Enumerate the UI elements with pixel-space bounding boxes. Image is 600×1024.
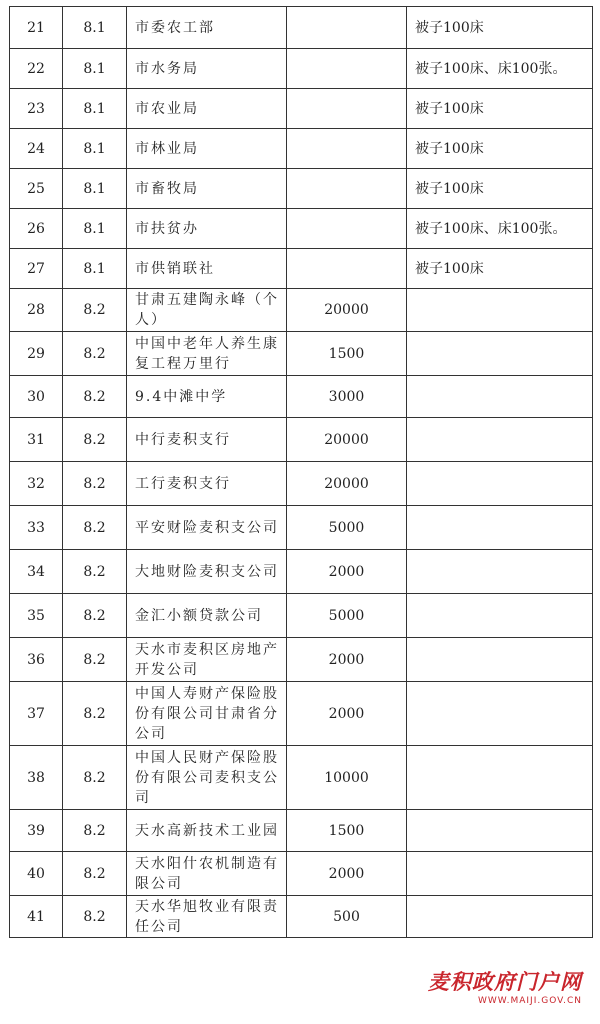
- row-number: 34: [10, 550, 63, 594]
- row-date: 8.2: [63, 550, 127, 594]
- row-unit: 甘肃五建陶永峰（个人）: [127, 289, 287, 332]
- row-number: 37: [10, 682, 63, 746]
- row-number: 24: [10, 129, 63, 169]
- row-unit: 市水务局: [127, 49, 287, 89]
- row-goods: 被子100床: [407, 7, 593, 49]
- row-number: 40: [10, 852, 63, 896]
- table-row: [10, 852, 593, 896]
- row-goods: 被子100床、床100张。: [407, 209, 593, 249]
- row-number: 36: [10, 638, 63, 682]
- row-date: 8.2: [63, 638, 127, 682]
- row-amount: 20000: [287, 289, 407, 332]
- row-amount: 5000: [287, 594, 407, 638]
- row-goods: 被子100床: [407, 169, 593, 209]
- table-row: [10, 376, 593, 418]
- row-goods: 被子100床: [407, 129, 593, 169]
- row-unit: 市畜牧局: [127, 169, 287, 209]
- row-amount: [287, 49, 407, 89]
- row-number: 26: [10, 209, 63, 249]
- row-amount: 1500: [287, 810, 407, 852]
- table-row: [10, 682, 593, 746]
- row-amount: [287, 129, 407, 169]
- row-date: 8.2: [63, 682, 127, 746]
- row-amount: 2000: [287, 852, 407, 896]
- table-row: [10, 49, 593, 89]
- row-number: 28: [10, 289, 63, 332]
- row-goods: [407, 332, 593, 376]
- row-unit: 市供销联社: [127, 249, 287, 289]
- row-unit: 中国中老年人养生康复工程万里行: [127, 332, 287, 376]
- row-unit: 天水高新技术工业园: [127, 810, 287, 852]
- row-date: 8.1: [63, 7, 127, 49]
- row-date: 8.2: [63, 462, 127, 506]
- row-unit: 大地财险麦积支公司: [127, 550, 287, 594]
- row-number: 32: [10, 462, 63, 506]
- row-date: 8.2: [63, 332, 127, 376]
- table-row: [10, 810, 593, 852]
- row-goods: [407, 682, 593, 746]
- row-goods: 被子100床: [407, 249, 593, 289]
- table-row: [10, 418, 593, 462]
- row-number: 35: [10, 594, 63, 638]
- table-row: [10, 638, 593, 682]
- table-row: [10, 169, 593, 209]
- site-logo: [428, 966, 582, 1006]
- row-unit: 中国人寿财产保险股份有限公司甘肃省分公司: [127, 682, 287, 746]
- row-unit: 市农业局: [127, 89, 287, 129]
- row-number: 33: [10, 506, 63, 550]
- row-goods: 被子100床、床100张。: [407, 49, 593, 89]
- row-number: 25: [10, 169, 63, 209]
- row-date: 8.1: [63, 49, 127, 89]
- table-row: [10, 746, 593, 810]
- row-goods: 被子100床: [407, 89, 593, 129]
- row-goods: [407, 896, 593, 938]
- row-date: 8.1: [63, 209, 127, 249]
- row-goods: [407, 594, 593, 638]
- row-amount: 20000: [287, 418, 407, 462]
- row-date: 8.1: [63, 169, 127, 209]
- row-unit: 工行麦积支行: [127, 462, 287, 506]
- row-date: 8.2: [63, 418, 127, 462]
- row-date: 8.2: [63, 594, 127, 638]
- row-date: 8.2: [63, 896, 127, 938]
- row-number: 23: [10, 89, 63, 129]
- row-unit: 9.4中滩中学: [127, 376, 287, 418]
- row-date: 8.2: [63, 506, 127, 550]
- row-amount: 2000: [287, 682, 407, 746]
- row-amount: 500: [287, 896, 407, 938]
- row-amount: 5000: [287, 506, 407, 550]
- row-goods: [407, 550, 593, 594]
- donation-table: [9, 6, 593, 938]
- row-amount: [287, 249, 407, 289]
- row-number: 39: [10, 810, 63, 852]
- row-amount: 2000: [287, 550, 407, 594]
- row-goods: [407, 638, 593, 682]
- row-number: 27: [10, 249, 63, 289]
- table-row: [10, 332, 593, 376]
- row-number: 29: [10, 332, 63, 376]
- row-unit: 金汇小额贷款公司: [127, 594, 287, 638]
- row-goods: [407, 810, 593, 852]
- row-amount: 10000: [287, 746, 407, 810]
- table-row: [10, 89, 593, 129]
- row-goods: [407, 506, 593, 550]
- row-goods: [407, 746, 593, 810]
- row-unit: 市林业局: [127, 129, 287, 169]
- row-amount: 2000: [287, 638, 407, 682]
- row-amount: [287, 89, 407, 129]
- row-amount: [287, 7, 407, 49]
- row-number: 41: [10, 896, 63, 938]
- table-row: [10, 462, 593, 506]
- row-number: 22: [10, 49, 63, 89]
- row-unit: 天水阳什农机制造有限公司: [127, 852, 287, 896]
- row-date: 8.2: [63, 810, 127, 852]
- row-date: 8.2: [63, 746, 127, 810]
- table-row: [10, 896, 593, 938]
- row-amount: 1500: [287, 332, 407, 376]
- row-amount: [287, 169, 407, 209]
- row-number: 31: [10, 418, 63, 462]
- row-amount: [287, 209, 407, 249]
- row-goods: [407, 462, 593, 506]
- row-date: 8.1: [63, 249, 127, 289]
- table-row: [10, 550, 593, 594]
- row-unit: 中国人民财产保险股份有限公司麦积支公司: [127, 746, 287, 810]
- row-goods: [407, 376, 593, 418]
- table-row: [10, 7, 593, 49]
- row-date: 8.1: [63, 89, 127, 129]
- table-row: [10, 209, 593, 249]
- row-date: 8.1: [63, 129, 127, 169]
- row-unit: 平安财险麦积支公司: [127, 506, 287, 550]
- row-goods: [407, 289, 593, 332]
- table-row: [10, 249, 593, 289]
- row-number: 38: [10, 746, 63, 810]
- row-amount: 20000: [287, 462, 407, 506]
- table-row: [10, 594, 593, 638]
- row-date: 8.2: [63, 852, 127, 896]
- site-logo-text: 麦积政府门户网: [428, 969, 582, 994]
- row-date: 8.2: [63, 289, 127, 332]
- table-row: [10, 289, 593, 332]
- site-logo-url: WWW.MAIJI.GOV.CN: [477, 996, 582, 1006]
- row-date: 8.2: [63, 376, 127, 418]
- donation-table-body: [10, 7, 593, 938]
- row-goods: [407, 418, 593, 462]
- row-unit: 天水华旭牧业有限责任公司: [127, 896, 287, 938]
- row-amount: 3000: [287, 376, 407, 418]
- row-number: 30: [10, 376, 63, 418]
- row-unit: 天水市麦积区房地产开发公司: [127, 638, 287, 682]
- row-number: 21: [10, 7, 63, 49]
- table-row: [10, 506, 593, 550]
- table-row: [10, 129, 593, 169]
- row-unit: 中行麦积支行: [127, 418, 287, 462]
- row-unit: 市委农工部: [127, 7, 287, 49]
- row-goods: [407, 852, 593, 896]
- row-unit: 市扶贫办: [127, 209, 287, 249]
